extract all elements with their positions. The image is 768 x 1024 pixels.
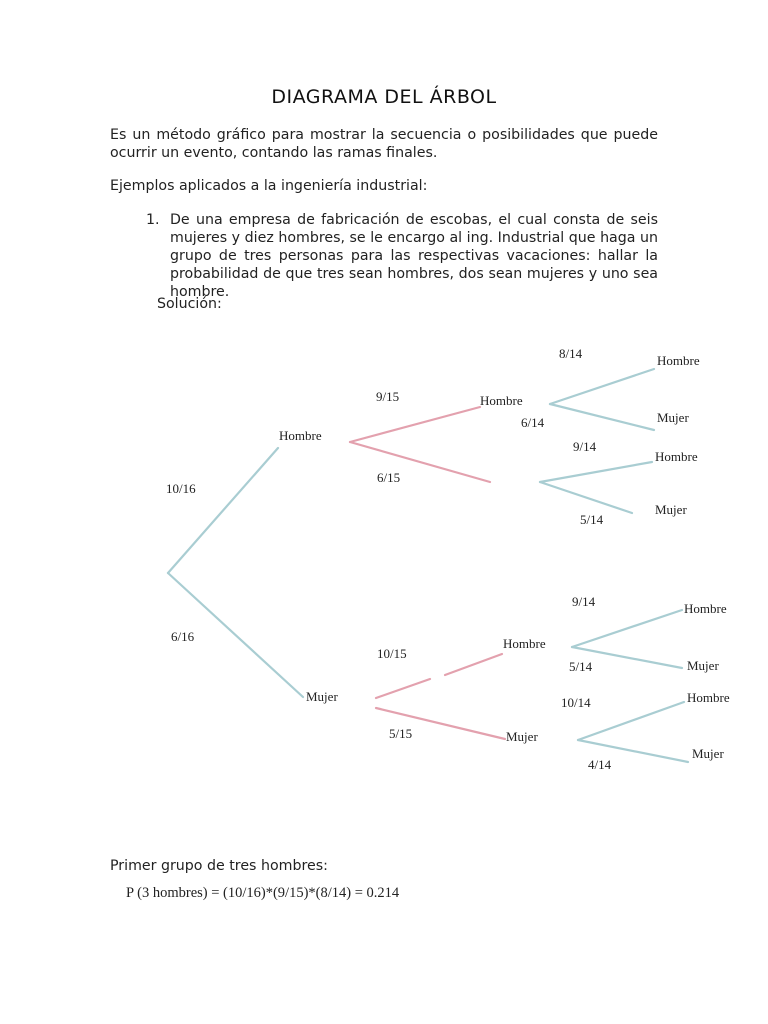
node-label-mmm: Mujer <box>692 746 724 761</box>
node-label-mujer: Mujer <box>306 689 338 704</box>
node-label-mh: Hombre <box>503 636 546 651</box>
prob-label-hmh: 9/14 <box>573 439 597 454</box>
probability-formula: P (3 hombres) = (10/16)*(9/15)*(8/14) = 0.214 <box>126 885 400 901</box>
node-label-hh: Hombre <box>480 393 523 408</box>
prob-label-hh: 9/15 <box>376 389 400 404</box>
branch-hh-mujer <box>550 404 654 430</box>
prob-label-mh: 10/15 <box>377 646 407 661</box>
node-label-hmh: Hombre <box>655 449 698 464</box>
list-item-text: De una empresa de fabricación de escobas, el cual consta de seis mujeres y diez hombres, se le encargo al ing. Industrial que haga un grupo de tres personas para las respectivas vacaciones: hallar la probabilidad de que tres sean hombres, dos sean mujeres y uno sea hombre. <box>170 212 658 300</box>
prob-label-mmm: 4/14 <box>588 757 612 772</box>
node-label-mmh: Hombre <box>687 690 730 705</box>
node-label-hmm: Mujer <box>655 502 687 517</box>
branch-hh-hombre <box>550 369 654 404</box>
node-label-mm: Mujer <box>506 729 538 744</box>
branch-h-hombre <box>350 407 480 442</box>
prob-label-hmm: 5/14 <box>580 512 604 527</box>
branch-m-hombre-b <box>445 654 502 675</box>
node-label-hhh: Hombre <box>657 353 700 368</box>
prob-label-hhm: 6/14 <box>521 415 545 430</box>
node-label-hombre: Hombre <box>279 428 322 443</box>
prob-label-mm: 5/15 <box>389 726 413 741</box>
solution-label: Solución: <box>157 296 222 312</box>
branch-hm-hombre <box>540 462 652 482</box>
examples-heading: Ejemplos aplicados a la ingeniería industrial: <box>110 178 428 194</box>
branch-root-hombre <box>168 448 278 573</box>
list-item-number: 1. <box>146 212 160 228</box>
node-label-hhm: Mujer <box>657 410 689 425</box>
prob-label-mhm: 5/14 <box>569 659 593 674</box>
prob-label-hm: 6/15 <box>377 470 401 485</box>
prob-label-mujer: 6/16 <box>171 629 195 644</box>
page-title: DIAGRAMA DEL ÁRBOL <box>271 86 497 108</box>
prob-label-hhh: 8/14 <box>559 346 583 361</box>
node-label-mhh: Hombre <box>684 601 727 616</box>
branch-mh-hombre <box>572 610 682 647</box>
node-label-mhm: Mujer <box>687 658 719 673</box>
prob-label-hombre: 10/16 <box>166 481 196 496</box>
branch-m-hombre-a <box>376 679 430 698</box>
intro-paragraph: Es un método gráfico para mostrar la secuencia o posibilidades que puede ocurrir un evento, contando las ramas finales. <box>110 127 658 161</box>
prob-label-mhh: 9/14 <box>572 594 596 609</box>
first-group-label: Primer grupo de tres hombres: <box>110 858 328 874</box>
branch-hm-mujer <box>540 482 632 513</box>
branch-h-mujer <box>350 442 490 482</box>
branch-mm-hombre <box>578 702 684 740</box>
prob-label-mmh: 10/14 <box>561 695 591 710</box>
